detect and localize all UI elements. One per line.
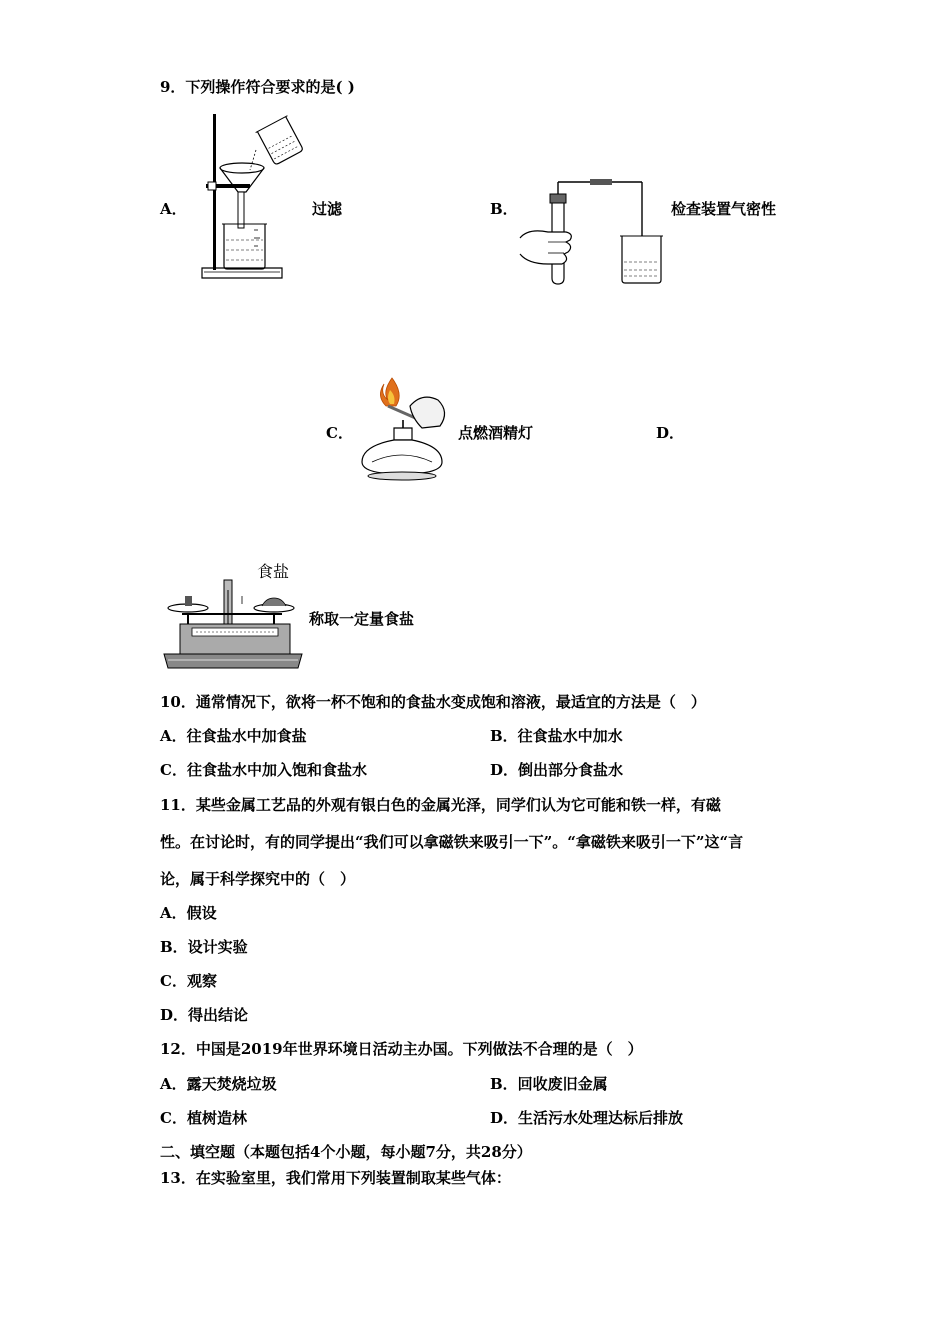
q9-option-a-letter: A． xyxy=(160,200,187,218)
q10-option-c: C．往食盐水中加入饱和食盐水 xyxy=(160,761,367,779)
q9-option-d-caption: 称取一定量食盐 xyxy=(309,610,415,628)
airtightness-check-figure xyxy=(518,176,668,288)
filtration-figure xyxy=(198,112,310,284)
q11-stem-line2: 性。在讨论时，有的同学提出“我们可以拿磁铁来吸引一下”。“拿磁铁来吸引一下”这“言 xyxy=(160,833,744,851)
q9-option-b-letter: B． xyxy=(490,200,518,218)
salt-label: 食盐 xyxy=(257,562,290,581)
q9-stem: 9．下列操作符合要求的是( ) xyxy=(160,78,355,96)
q9-option-a-caption: 过滤 xyxy=(312,200,343,218)
q11-stem-line1: 11．某些金属工艺品的外观有银白色的金属光泽，同学们认为它可能和铁一样，有磁 xyxy=(160,796,721,814)
alcohol-lamp-figure xyxy=(352,376,452,482)
q9-option-c-letter: C． xyxy=(326,424,353,442)
q10-option-d: D．倒出部分食盐水 xyxy=(490,761,624,779)
q12-option-a: A．露天焚烧垃圾 xyxy=(160,1075,277,1093)
q13-stem: 13．在实验室里，我们常用下列装置制取某些气体： xyxy=(160,1169,511,1187)
q11-option-b: B．设计实验 xyxy=(160,938,248,956)
balance-figure xyxy=(162,578,304,670)
q12-option-c: C．植树造林 xyxy=(160,1109,247,1127)
q11-stem-line3: 论，属于科学探究中的（ ） xyxy=(160,870,356,888)
q10-option-b: B．往食盐水中加水 xyxy=(490,727,623,745)
q9-option-c-caption: 点燃酒精灯 xyxy=(458,424,534,442)
q11-option-a: A．假设 xyxy=(160,904,217,922)
q12-stem: 12．中国是2019年世界环境日活动主办国。下列做法不合理的是（ ） xyxy=(160,1040,643,1058)
q10-option-a: A．往食盐水中加食盐 xyxy=(160,727,307,745)
q12-option-b: B．回收废旧金属 xyxy=(490,1075,608,1093)
q12-option-d: D．生活污水处理达标后排放 xyxy=(490,1109,684,1127)
q11-option-d: D．得出结论 xyxy=(160,1006,249,1024)
q10-stem: 10．通常情况下，欲将一杯不饱和的食盐水变成饱和溶液，最适宜的方法是（ ） xyxy=(160,693,706,711)
section-2-heading: 二、填空题（本题包括4个小题，每小题7分，共28分） xyxy=(160,1143,532,1161)
q9-option-b-caption: 检查装置气密性 xyxy=(671,200,777,218)
q11-option-c: C．观察 xyxy=(160,972,217,990)
q9-option-d-letter: D． xyxy=(656,424,685,442)
